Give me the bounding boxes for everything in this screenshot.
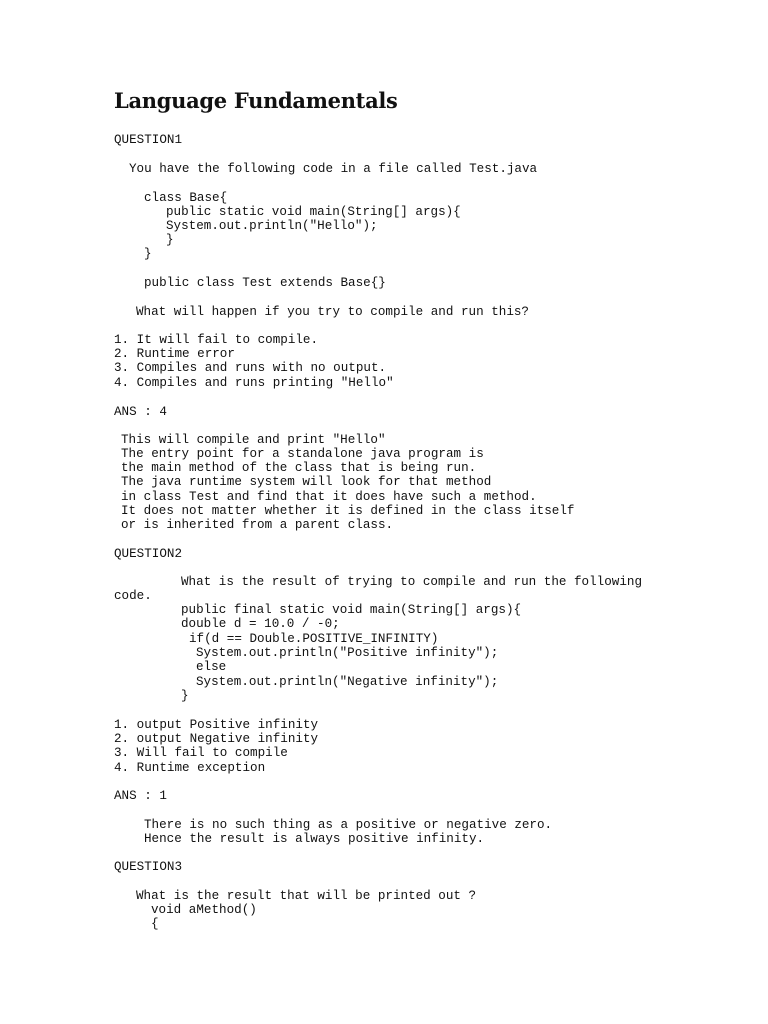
explanation-line: The java runtime system will look for that method [121, 475, 492, 489]
explanation-line: There is no such thing as a positive or negative zero. [144, 818, 553, 832]
question-2-answer: ANS : 1 [114, 789, 167, 803]
code-line: System.out.println("Negative infinity"); [196, 675, 499, 689]
code-line: } [181, 689, 189, 703]
question-2-intro: What is the result of trying to compile and run the following [181, 575, 643, 589]
page-title: Language Fundamentals [114, 88, 398, 113]
explanation-line: It does not matter whether it is defined in the class itself [121, 504, 575, 518]
code-line: void aMethod() [151, 903, 257, 917]
code-line: System.out.println("Positive infinity"); [196, 646, 499, 660]
question-2-heading: QUESTION2 [114, 547, 183, 561]
question-3-heading: QUESTION3 [114, 860, 183, 874]
explanation-line: the main method of the class that is being run. [121, 461, 477, 475]
code-line: else [196, 660, 227, 674]
option-item: 2. output Negative infinity [114, 732, 319, 746]
question-1-prompt: What will happen if you try to compile and run this? [136, 305, 529, 319]
code-line: double d = 10.0 / -0; [181, 617, 340, 631]
option-item: 2. Runtime error [114, 347, 235, 361]
code-line: public static void main(String[] args){ [166, 205, 461, 219]
question-1-answer: ANS : 4 [114, 405, 167, 419]
code-line: } [144, 247, 152, 261]
code-line: class Base{ [144, 191, 228, 205]
option-item: 3. Compiles and runs with no output. [114, 361, 387, 375]
option-item: 1. output Positive infinity [114, 718, 319, 732]
question-3-prompt: What is the result that will be printed out ? [136, 889, 477, 903]
question-1-intro: You have the following code in a file called Test.java [129, 162, 538, 176]
explanation-line: or is inherited from a parent class. [121, 518, 394, 532]
explanation-line: This will compile and print "Hello" [121, 433, 386, 447]
code-line: { [151, 917, 159, 931]
code-line: } [166, 233, 174, 247]
option-item: 4. Runtime exception [114, 761, 266, 775]
code-line: public final static void main(String[] args){ [181, 603, 522, 617]
explanation-line: The entry point for a standalone java program is [121, 447, 484, 461]
explanation-line: in class Test and find that it does have such a method. [121, 490, 537, 504]
question-2-intro-continued: code. [114, 589, 152, 603]
code-line: System.out.println("Hello"); [166, 219, 378, 233]
option-item: 3. Will fail to compile [114, 746, 288, 760]
explanation-line: Hence the result is always positive infinity. [144, 832, 485, 846]
question-1-heading: QUESTION1 [114, 133, 183, 147]
option-item: 4. Compiles and runs printing "Hello" [114, 376, 394, 390]
option-item: 1. It will fail to compile. [114, 333, 319, 347]
code-line: if(d == Double.POSITIVE_INFINITY) [189, 632, 439, 646]
code-line: public class Test extends Base{} [144, 276, 386, 290]
